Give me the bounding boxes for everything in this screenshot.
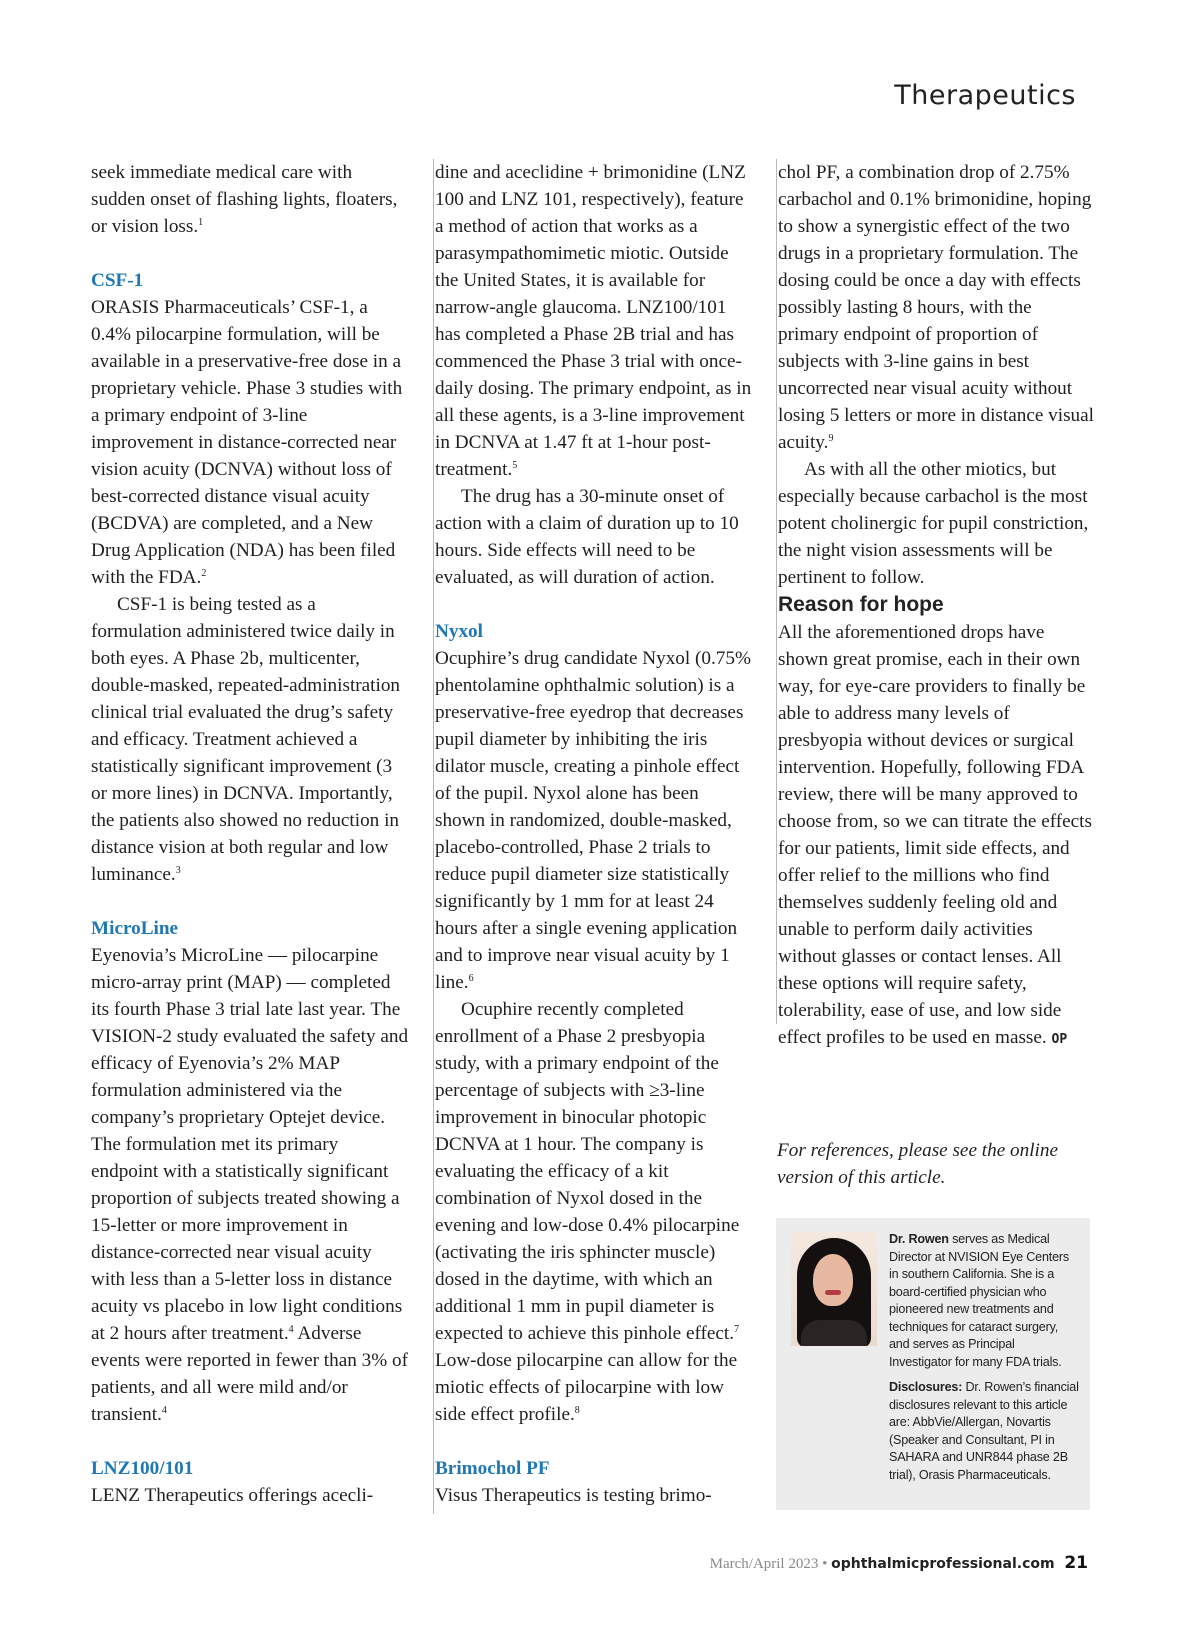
paragraph: Ocuphire’s drug candidate Nyxol (0.75% phentolamine ophthalmic solution) is a preservative-free eyedrop that decreases pupil diameter by inhibiting the iris dilator muscle, creating a pinhole effect of the pupil. Nyxol alone has been shown in randomized, double-masked, placebo-controlled, Phase 2 trials to reduce pupil diameter size statistically significantly by 1 mm for at least 24 hours after a single evening application and to improve near visual acuity by 1 line.$^6$: [435, 648, 751, 993]
author-bio-box: [776, 1218, 1090, 1510]
author-photo: [791, 1232, 877, 1346]
paragraph: All the aforementioned drops have shown great promise, each in their own way, for eye-care providers to finally be able to address many levels of presbyopia without devices or surgical intervention. Hopefully, following FDA review, there will be many approved to choose from, so we can titrate the effects for our patients, limit side effects, and offer relief to the millions who find themselves suddenly feeling old and unable to perform daily activities without glasses or contact lenses. All these options will require safety, tolerability, ease of use, and low side effect profiles to be used en masse. OP: [778, 622, 1092, 1048]
column-2: [433, 159, 753, 1514]
author-name: Dr. Rowen: [889, 1232, 949, 1246]
author-bio-text: Dr. Rowen serves as Medical Director at NVISION Eye Centers in southern California. She is a board-certified physician who pioneered new treatments and techniques for cataract surgery, and serves as Principal Investigator for many FDA trials. Disclosures: Dr. Rowen’s financial disclosures relevant to this article are: AbbVie/Allergan, Novartis (Speaker and Consultant, PI in SAHARA and UNR844 phase 2B trial), Orasis Pharmaceuticals.: [889, 1232, 1079, 1482]
subhead-reason-for-hope: Reason for hope: [778, 593, 944, 616]
paragraph: ORASIS Pharmaceuticals’ CSF-1, a 0.4% pilocarpine formulation, will be available in a preservative-free dose in a proprietary vehicle. Phase 3 studies with a primary endpoint of 3-line improvement in distance-corrected near vision acuity (DCNVA) without loss of best-corrected distance visual acuity (BCDVA) are completed, and a New Drug Application (NDA) has been filed with the FDA.$^2$: [91, 297, 403, 588]
website: ophthalmicprofessional.com: [831, 1556, 1055, 1572]
paragraph: As with all the other miotics, but especially because carbachol is the most potent cholinergic for pupil constriction, the night vision assessments will be pertinent to follow.: [778, 459, 1089, 588]
paragraph: CSF-1 is being tested as a formulation administered twice daily in both eyes. A Phase 2b, multicenter, double-masked, repeated-administration clinical trial evaluated the drug’s safety and efficacy. Treatment achieved a statistically significant improvement (3 or more lines) in DCNVA. Importantly, the patients also showed no reduction in distance vision at both regular and low luminance.$^3$: [91, 594, 401, 885]
column-3: [776, 159, 1096, 1048]
section-title: Therapeutics: [894, 80, 1076, 111]
paragraph: Ocuphire recently completed enrollment of a Phase 2 presbyopia study, with a primary endpoint of the percentage of subjects with ≥3-line improvement in binocular photopic DCNVA at 1 hour. The company is evaluating the efficacy of a kit combination of Nyxol dosed in the evening and low-dose 0.4% pilocarpine (activating the iris sphincter muscle) dosed in the daytime, with which an additional 1 mm in pupil diameter is expected to achieve this pinhole effect.$^7$ Low-dose pilocarpine can allow for the miotic effects of pilocarpine with low side effect profile.$^8$: [435, 999, 740, 1425]
subhead-microline: MicroLine: [91, 918, 179, 939]
paragraph: Eyenovia’s MicroLine — pilocarpine micro-array print (MAP) — completed its fourth Phase 3 trial late last year. The VISION-2 study evaluated the safety and efficacy of Eyenovia’s 2% MAP formulation administered via the company’s proprietary Optejet device. The formulation met its primary endpoint with a statistically significant proportion of subjects treated showing a 15-letter or more improvement in distance-corrected near visual acuity with less than a 5-letter loss in distance acuity vs placebo in low light conditions at 2 hours after treatment.$^4$ Adverse events were reported in fewer than 3% of patients, and all were mild and/or transient.$^4$: [91, 945, 409, 1425]
page-number: 21: [1064, 1553, 1088, 1573]
end-mark: OP: [1051, 1032, 1068, 1047]
paragraph: LENZ Therapeutics offerings acecli-: [91, 1485, 374, 1506]
disclosures-label: Disclosures:: [889, 1380, 963, 1394]
column-1: [91, 159, 409, 1509]
paragraph: dine and aceclidine + brimonidine (LNZ 100 and LNZ 101, respectively), feature a method of action that works as a parasympathomimetic miotic. Outside the United States, it is available for narrow-angle glaucoma. LNZ100/101 has completed a Phase 2B trial and has commenced the Phase 3 trial with once-daily dosing. The primary endpoint, as in all these agents, is a 3-line improvement in DCNVA at 1.47 ft at 1-hour post-treatment.$^5$: [435, 162, 752, 480]
subhead-brimochol: Brimochol PF: [435, 1458, 550, 1479]
subhead-csf1: CSF-1: [91, 270, 144, 291]
paragraph: seek immediate medical care with sudden onset of flashing lights, floaters, or vision loss.$^1$: [91, 162, 398, 237]
page-footer: March/April 2023 • ophthalmicprofessional.com 21: [709, 1553, 1088, 1573]
issue-date: March/April 2023: [709, 1556, 819, 1572]
references-note: For references, please see the online version of this article.: [777, 1140, 1058, 1188]
paragraph: The drug has a 30-minute onset of action with a claim of duration up to 10 hours. Side effects will need to be evaluated, as will duration of action.: [435, 486, 739, 588]
subhead-nyxol: Nyxol: [435, 621, 483, 642]
paragraph: chol PF, a combination drop of 2.75% carbachol and 0.1% brimonidine, hoping to show a synergistic effect of the two drugs in a proprietary formulation. The dosing could be once a day with effects possibly lasting 8 hours, with the primary endpoint of proportion of subjects with 3-line gains in best uncorrected near visual acuity without losing 5 letters or more in distance visual acuity.$^9$: [778, 162, 1094, 453]
paragraph: Visus Therapeutics is testing brimo-: [435, 1485, 712, 1506]
subhead-lnz100-101: LNZ100/101: [91, 1458, 194, 1479]
